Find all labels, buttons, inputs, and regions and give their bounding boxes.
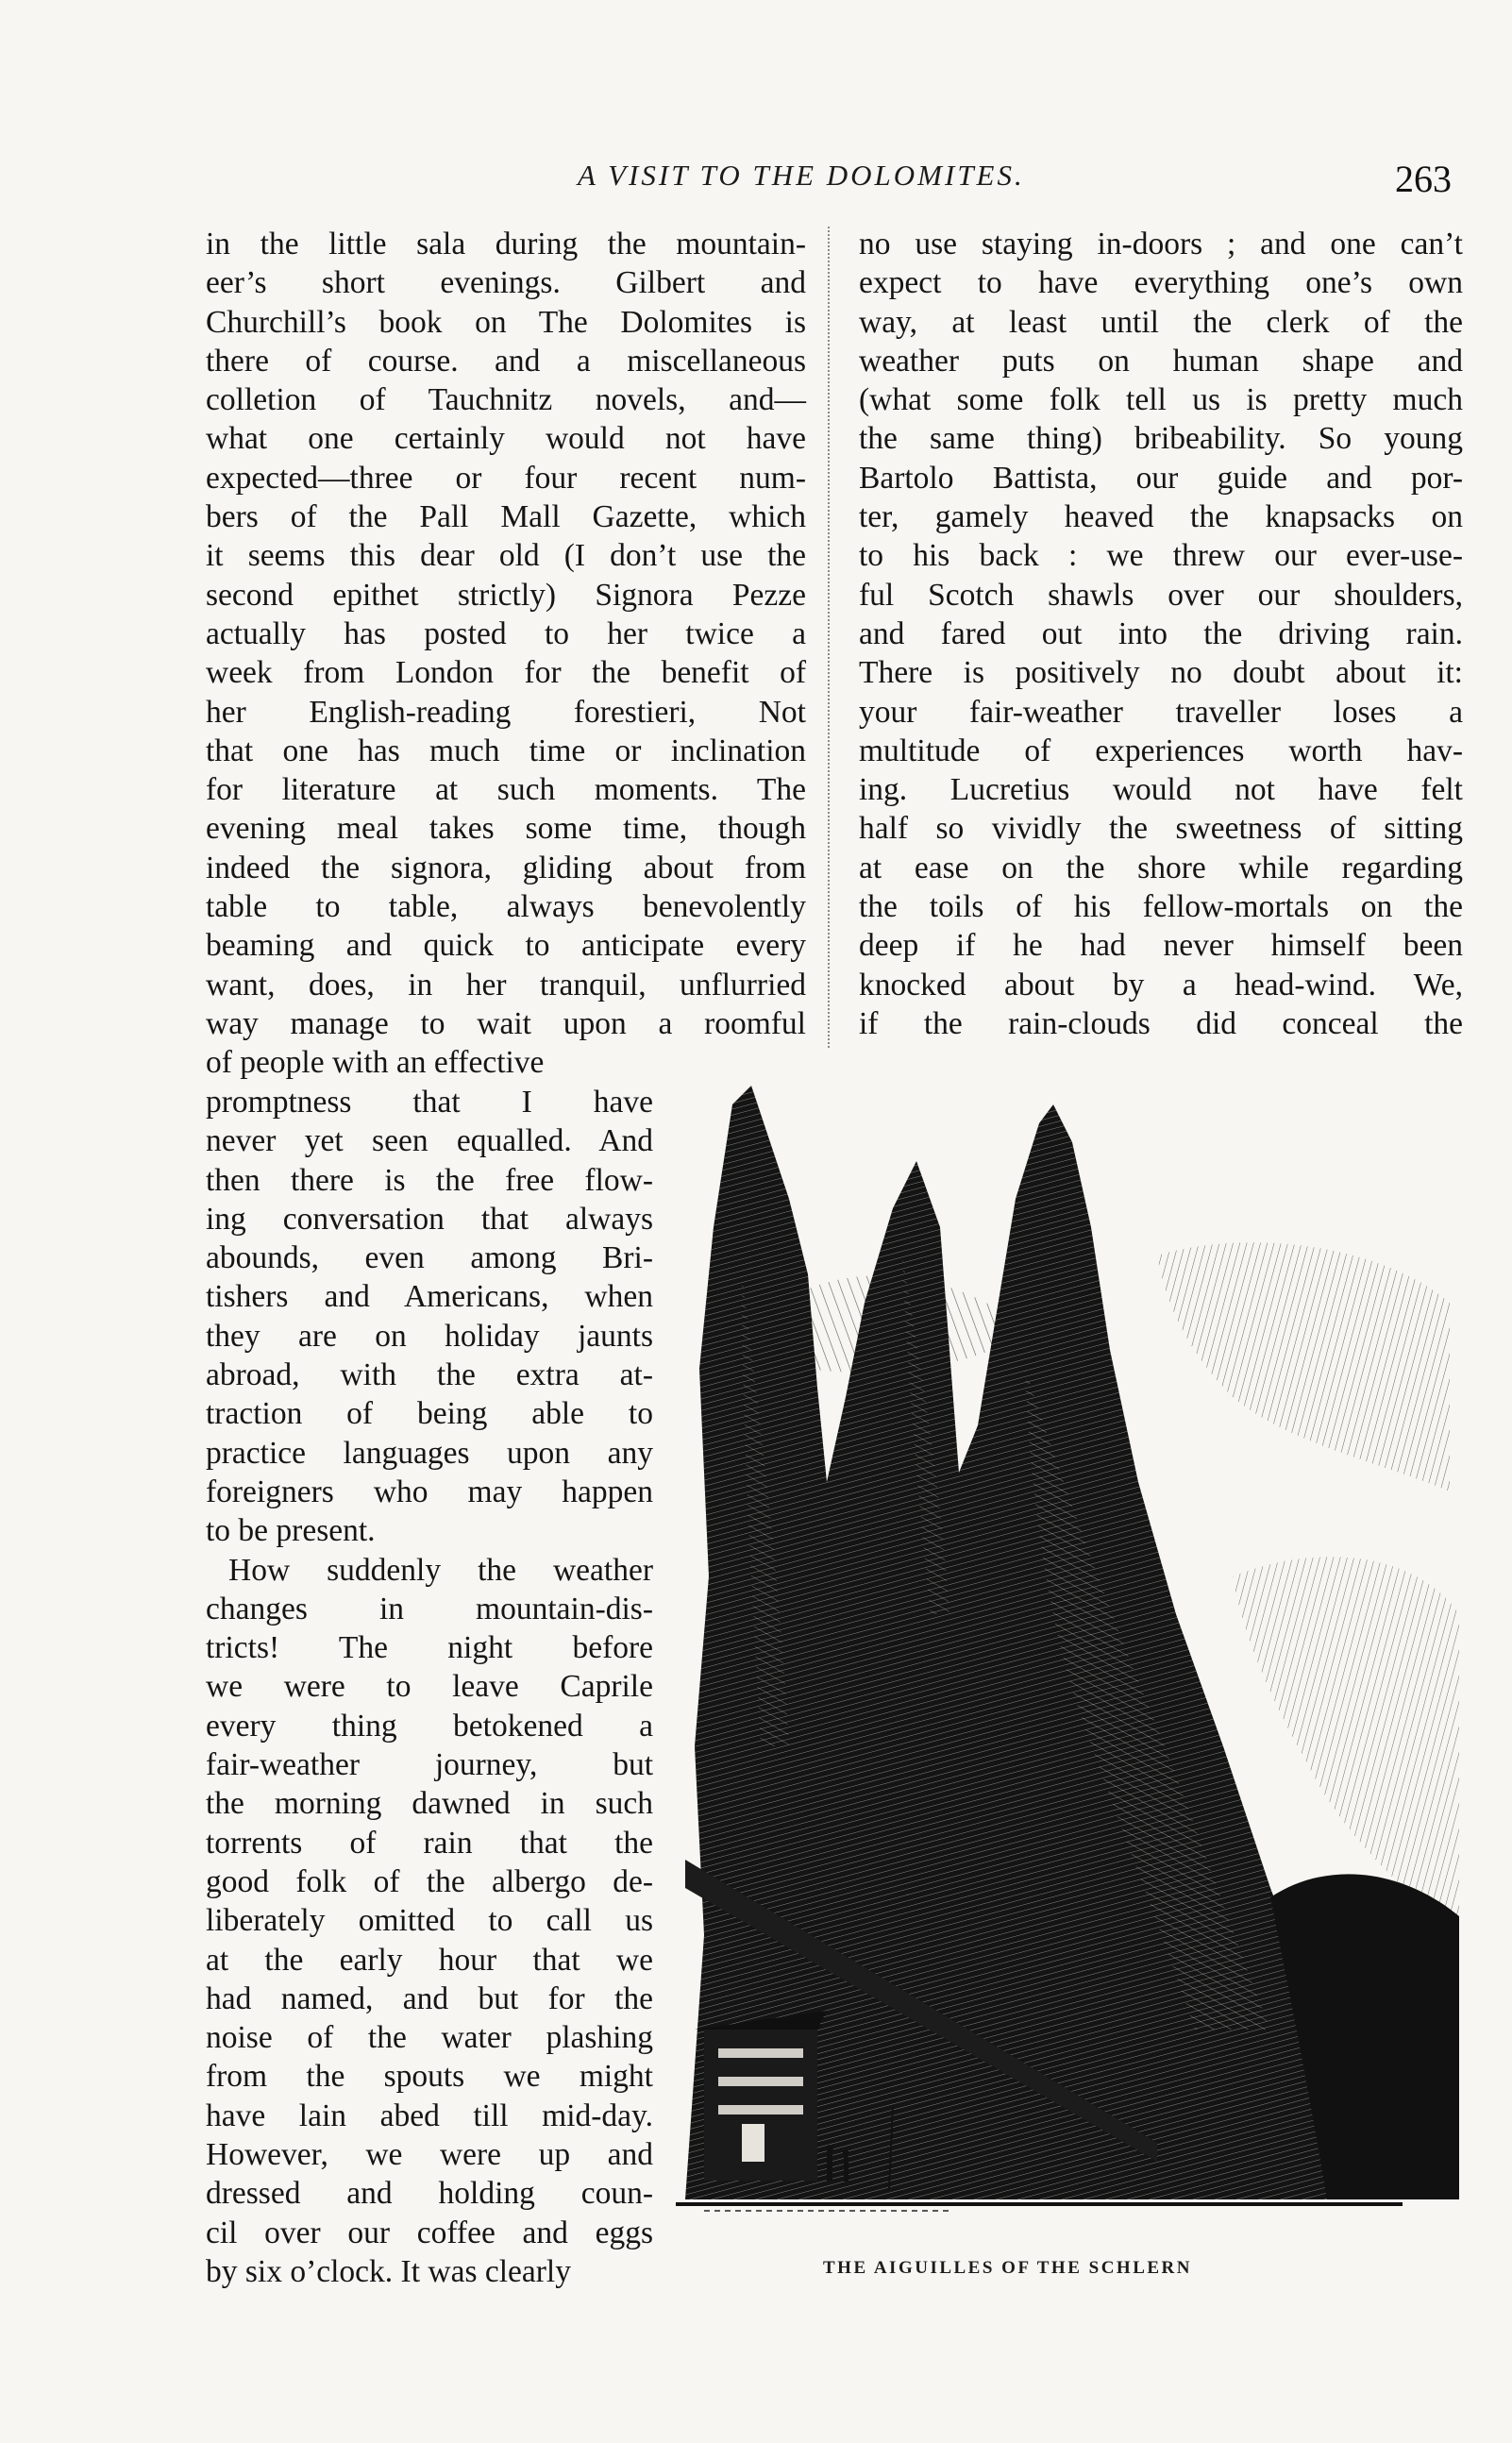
text-line: fair-weather journey, but <box>206 1747 653 1783</box>
engraving-aiguilles-illustration <box>666 1086 1469 2247</box>
text-line: knocked about by a head-wind. We, <box>859 967 1463 1002</box>
text-line: to his back : we threw our ever-use- <box>859 538 1463 574</box>
text-line: However, we were up and <box>206 2137 653 2173</box>
text-line: tishers and Americans, when <box>206 1279 653 1315</box>
text-line: way, at least until the clerk of the <box>859 304 1463 340</box>
text-line: no use staying in-doors ; and one can’t <box>859 227 1463 261</box>
text-line: that one has much time or inclination <box>206 733 806 768</box>
text-line: never yet seen equalled. And <box>206 1123 653 1159</box>
text-line: expect to have everything one’s own <box>859 265 1463 301</box>
text-line: there of course. and a miscellaneous <box>206 343 806 379</box>
text-line: tricts! The night before <box>206 1630 653 1666</box>
text-line: have lain abed till mid-day. <box>206 2098 653 2133</box>
text-line: of people with an effective <box>206 1045 545 1081</box>
text-line: cil over our coffee and eggs <box>206 2215 653 2250</box>
text-line: want, does, in her tranquil, unflurried <box>206 967 806 1002</box>
text-line: the same thing) bribeability. So young <box>859 421 1463 457</box>
text-line: How suddenly the weather <box>228 1552 653 1588</box>
text-line: Bartolo Battista, our guide and por- <box>859 460 1463 496</box>
text-line: the morning dawned in such <box>206 1786 653 1822</box>
text-line: her English-reading forestieri, Not <box>206 694 806 730</box>
text-line: traction of being able to <box>206 1396 653 1432</box>
text-line: it seems this dear old (I don’t use the <box>206 538 806 574</box>
text-line: ful Scotch shawls over our shoulders, <box>859 577 1463 613</box>
text-line: the toils of his fellow-mortals on the <box>859 889 1463 925</box>
text-line: weather puts on human shape and <box>859 343 1463 379</box>
text-line: torrents of rain that the <box>206 1825 653 1861</box>
text-line: in the little sala during the mountain- <box>206 227 806 261</box>
text-line: deep if he had never himself been <box>859 928 1463 964</box>
text-line: beaming and quick to anticipate every <box>206 928 806 964</box>
text-line: Churchill’s book on The Dolomites is <box>206 304 806 340</box>
text-line: evening meal takes some time, though <box>206 811 806 847</box>
text-line: There is positively no doubt about it: <box>859 655 1463 691</box>
text-line: ter, gamely heaved the knapsacks on <box>859 499 1463 535</box>
text-line: abounds, even among Bri- <box>206 1240 653 1276</box>
text-line: changes in mountain-dis- <box>206 1591 653 1626</box>
column-divider <box>828 227 830 1048</box>
page-number: 263 <box>1395 158 1452 200</box>
text-line: week from London for the benefit of <box>206 655 806 691</box>
text-line: way manage to wait upon a roomful <box>206 1005 806 1041</box>
text-line: ing. Lucretius would not have felt <box>859 772 1463 808</box>
text-line: and fared out into the driving rain. <box>859 615 1463 651</box>
text-line: multitude of experiences worth hav- <box>859 733 1463 768</box>
text-line: had named, and but for the <box>206 1980 653 2016</box>
text-line: (what some folk tell us is pretty much <box>859 382 1463 418</box>
text-line: at the early hour that we <box>206 1942 653 1978</box>
text-line: table to table, always benevolently <box>206 889 806 925</box>
text-line: if the rain-clouds did conceal the <box>859 1005 1463 1041</box>
text-line: by six o’clock. It was clearly <box>206 2253 571 2289</box>
text-line: then there is the free flow- <box>206 1162 653 1198</box>
text-line: what one certainly would not have <box>206 421 806 457</box>
text-line: dressed and holding coun- <box>206 2176 653 2212</box>
left-column-top <box>206 225 806 1083</box>
text-line: bers of the Pall Mall Gazette, which <box>206 499 806 535</box>
text-line: for literature at such moments. The <box>206 772 806 808</box>
text-line: actually has posted to her twice a <box>206 615 806 651</box>
text-line: abroad, with the extra at- <box>206 1357 653 1393</box>
text-line: at ease on the shore while regarding <box>859 850 1463 885</box>
left-column-narrow <box>206 1083 653 2291</box>
right-column <box>859 225 1463 1043</box>
text-line: foreigners who may happen <box>206 1474 653 1509</box>
text-line: expected—three or four recent num- <box>206 460 806 496</box>
text-line: promptness that I have <box>206 1085 653 1120</box>
text-line: colletion of Tauchnitz novels, and— <box>206 382 806 418</box>
mountain-hut <box>695 2011 827 2181</box>
text-line: they are on holiday jaunts <box>206 1318 653 1354</box>
text-line: we were to leave Caprile <box>206 1669 653 1705</box>
text-line: to be present. <box>206 1513 376 1549</box>
text-line: practice languages upon any <box>206 1435 653 1471</box>
text-line: noise of the water plashing <box>206 2020 653 2056</box>
running-title: A VISIT TO THE DOLOMITES. <box>578 159 1025 192</box>
text-line: your fair-weather traveller loses a <box>859 694 1463 730</box>
text-line: liberately omitted to call us <box>206 1903 653 1939</box>
text-line: indeed the signora, gliding about from <box>206 850 806 885</box>
figure-caption: THE AIGUILLES OF THE SCHLERN <box>823 2258 1192 2278</box>
text-line: second epithet strictly) Signora Pezze <box>206 577 806 613</box>
text-line: ing conversation that always <box>206 1201 653 1237</box>
text-line: eer’s short evenings. Gilbert and <box>206 265 806 301</box>
text-line: every thing betokened a <box>206 1708 653 1744</box>
text-line: half so vividly the sweetness of sitting <box>859 811 1463 847</box>
text-line: good folk of the albergo de- <box>206 1863 653 1899</box>
text-line: from the spouts we might <box>206 2059 653 2095</box>
